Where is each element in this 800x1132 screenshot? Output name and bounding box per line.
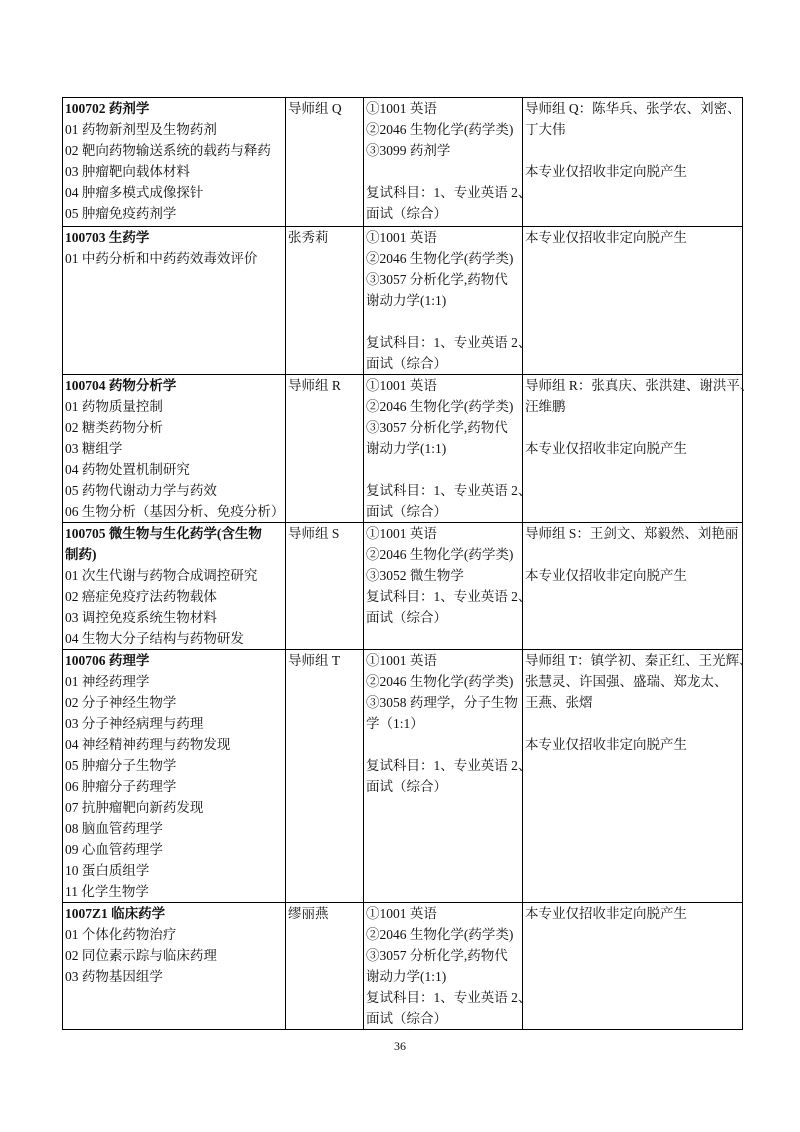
supervisor-group-members: 丁大伟 bbox=[525, 122, 566, 137]
notes-cell bbox=[523, 98, 743, 227]
research-direction: 04 神经精神药理与药物发现 bbox=[65, 737, 231, 752]
research-direction: 01 中药分析和中药药效毒效评价 bbox=[65, 251, 258, 266]
enrollment-remark: 本专业仅招收非定向脱产生 bbox=[525, 164, 687, 179]
table-row bbox=[63, 227, 743, 375]
enrollment-remark: 本专业仅招收非定向脱产生 bbox=[525, 441, 687, 456]
research-direction: 01 药物新剂型及生物药剂 bbox=[65, 122, 217, 137]
retest-subject: 面试（综合） bbox=[366, 610, 447, 625]
retest-subject: 复试科目：1、专业英语 2、 bbox=[366, 483, 532, 498]
research-direction: 01 药物质量控制 bbox=[65, 399, 163, 414]
exam-subject: ①1001 英语 bbox=[366, 378, 437, 393]
retest-subject: 复试科目：1、专业英语 2、 bbox=[366, 185, 532, 200]
retest-subject: 复试科目：1、专业英语 2、 bbox=[366, 990, 532, 1005]
program-title: 100704 药物分析学 bbox=[65, 378, 177, 393]
program-title: 100703 生药学 bbox=[65, 230, 150, 245]
exam-subject: ②2046 生物化学(药学类) bbox=[366, 674, 514, 689]
enrollment-remark: 本专业仅招收非定向脱产生 bbox=[525, 906, 687, 921]
exam-subject: ①1001 英语 bbox=[366, 101, 437, 116]
research-direction: 05 肿瘤免疫药剂学 bbox=[65, 206, 177, 221]
supervisor-group-members: 汪维鹏 bbox=[525, 399, 566, 414]
research-direction: 02 分子神经生物学 bbox=[65, 695, 177, 710]
supervisor-cell bbox=[286, 227, 364, 375]
program-title: 100706 药理学 bbox=[65, 653, 150, 668]
research-direction: 03 分子神经病理与药理 bbox=[65, 716, 204, 731]
exam-subject: ①1001 英语 bbox=[366, 653, 437, 668]
exam-subject: ③3057 分析化学,药物代 bbox=[366, 272, 508, 287]
exam-cell bbox=[364, 375, 532, 523]
exam-subject: ①1001 英语 bbox=[366, 906, 437, 921]
supervisor: 张秀莉 bbox=[288, 230, 329, 245]
research-direction: 05 药物代谢动力学与药效 bbox=[65, 483, 217, 498]
supervisor-group-members: 导师组 T：镇学初、秦正红、王光辉、 bbox=[525, 653, 753, 668]
supervisor-cell bbox=[286, 523, 364, 650]
retest-subject: 面试（综合） bbox=[366, 779, 447, 794]
program-cell bbox=[63, 523, 286, 650]
supervisor: 缪丽燕 bbox=[288, 906, 329, 921]
research-direction: 02 同位素示踪与临床药理 bbox=[65, 948, 217, 963]
supervisor: 导师组 S bbox=[288, 526, 340, 541]
supervisor-group-members: 导师组 S：王剑文、郑毅然、刘艳丽 bbox=[525, 526, 739, 541]
research-direction: 05 肿瘤分子生物学 bbox=[65, 758, 177, 773]
research-direction: 03 药物基因组学 bbox=[65, 969, 163, 984]
supervisor: 导师组 T bbox=[288, 653, 341, 668]
supervisor: 导师组 Q bbox=[288, 101, 342, 116]
supervisor: 导师组 R bbox=[288, 378, 341, 393]
exam-subject: ③3057 分析化学,药物代 bbox=[366, 420, 508, 435]
enrollment-remark: 本专业仅招收非定向脱产生 bbox=[525, 737, 687, 752]
program-cell bbox=[63, 375, 286, 523]
table-row bbox=[63, 523, 743, 650]
research-direction: 03 调控免疫系统生物材料 bbox=[65, 610, 217, 625]
research-direction: 04 肿瘤多模式成像探针 bbox=[65, 185, 204, 200]
exam-subject: 学（1:1） bbox=[366, 716, 424, 731]
research-direction: 11 化学生物学 bbox=[65, 884, 149, 899]
program-title: 100702 药剂学 bbox=[65, 101, 150, 116]
retest-subject: 复试科目：1、专业英语 2、 bbox=[366, 758, 532, 773]
exam-subject: ③3057 分析化学,药物代 bbox=[366, 948, 508, 963]
notes-cell bbox=[523, 903, 743, 1030]
exam-subject: 谢动力学(1:1) bbox=[366, 969, 447, 984]
program-title: 100705 微生物与生化药学(含生物 bbox=[65, 526, 262, 541]
notes-cell bbox=[523, 227, 743, 375]
exam-subject: ③3052 微生物学 bbox=[366, 568, 464, 583]
supervisor-cell bbox=[286, 375, 364, 523]
program-catalog-table bbox=[62, 97, 754, 1030]
supervisor-cell bbox=[286, 903, 364, 1030]
retest-subject: 面试（综合） bbox=[366, 356, 447, 371]
exam-subject: ③3099 药剂学 bbox=[366, 143, 451, 158]
enrollment-remark: 本专业仅招收非定向脱产生 bbox=[525, 568, 687, 583]
research-direction: 03 肿瘤靶向载体材料 bbox=[65, 164, 190, 179]
notes-cell bbox=[523, 375, 754, 523]
supervisor-group-members: 导师组 Q：陈华兵、张学农、刘密、 bbox=[525, 101, 741, 116]
research-direction: 10 蛋白质组学 bbox=[65, 863, 150, 878]
program-cell bbox=[63, 903, 286, 1030]
research-direction: 02 糖类药物分析 bbox=[65, 420, 163, 435]
research-direction: 04 生物大分子结构与药物研发 bbox=[65, 631, 244, 646]
research-direction: 01 个体化药物治疗 bbox=[65, 927, 177, 942]
exam-cell bbox=[364, 523, 532, 650]
supervisor-group-members: 张慧灵、许国强、盛瑞、郑龙太、 bbox=[525, 674, 728, 689]
research-direction: 06 生物分析（基因分析、免疫分析） bbox=[65, 504, 285, 519]
research-direction: 02 靶向药物输送系统的载药与释药 bbox=[65, 143, 271, 158]
exam-cell bbox=[364, 98, 532, 227]
supervisor-group-members: 导师组 R：张真庆、张洪建、谢洪平、 bbox=[525, 378, 754, 393]
table-row bbox=[63, 98, 743, 227]
research-direction: 04 药物处置机制研究 bbox=[65, 462, 190, 477]
supervisor-cell bbox=[286, 98, 364, 227]
exam-subject: ②2046 生物化学(药学类) bbox=[366, 399, 514, 414]
exam-subject: ②2046 生物化学(药学类) bbox=[366, 927, 514, 942]
exam-subject: ②2046 生物化学(药学类) bbox=[366, 547, 514, 562]
program-cell bbox=[63, 650, 286, 903]
retest-subject: 面试（综合） bbox=[366, 206, 447, 221]
exam-subject: ②2046 生物化学(药学类) bbox=[366, 251, 514, 266]
supervisor-group-members: 王燕、张熠 bbox=[525, 695, 593, 710]
page-number: 36 bbox=[394, 1039, 406, 1053]
research-direction: 06 肿瘤分子药理学 bbox=[65, 779, 177, 794]
exam-cell bbox=[364, 903, 532, 1030]
exam-cell bbox=[364, 650, 532, 903]
research-direction: 01 次生代谢与药物合成调控研究 bbox=[65, 568, 258, 583]
program-title: 制药) bbox=[65, 547, 97, 562]
retest-subject: 面试（综合） bbox=[366, 504, 447, 519]
exam-subject: 谢动力学(1:1) bbox=[366, 293, 447, 308]
research-direction: 07 抗肿瘤靶向新药发现 bbox=[65, 800, 204, 815]
retest-subject: 复试科目：1、专业英语 2、 bbox=[366, 589, 532, 604]
table-row bbox=[63, 375, 743, 523]
exam-subject: ①1001 英语 bbox=[366, 230, 437, 245]
research-direction: 02 癌症免疫疗法药物载体 bbox=[65, 589, 217, 604]
table-row bbox=[63, 903, 743, 1030]
enrollment-remark: 本专业仅招收非定向脱产生 bbox=[525, 230, 687, 245]
research-direction: 01 神经药理学 bbox=[65, 674, 150, 689]
exam-subject: 谢动力学(1:1) bbox=[366, 441, 447, 456]
table-row bbox=[63, 650, 743, 903]
program-title: 1007Z1 临床药学 bbox=[65, 906, 166, 921]
exam-cell bbox=[364, 227, 532, 375]
notes-cell bbox=[523, 523, 743, 650]
retest-subject: 面试（综合） bbox=[366, 1011, 447, 1026]
research-direction: 09 心血管药理学 bbox=[65, 842, 163, 857]
notes-cell bbox=[523, 650, 753, 903]
retest-subject: 复试科目：1、专业英语 2、 bbox=[366, 335, 532, 350]
supervisor-cell bbox=[286, 650, 364, 903]
exam-subject: ③3058 药理学，分子生物 bbox=[366, 695, 518, 710]
program-cell bbox=[63, 227, 286, 375]
research-direction: 08 脑血管药理学 bbox=[65, 821, 163, 836]
exam-subject: ②2046 生物化学(药学类) bbox=[366, 122, 514, 137]
program-cell bbox=[63, 98, 286, 227]
research-direction: 03 糖组学 bbox=[65, 441, 123, 456]
exam-subject: ①1001 英语 bbox=[366, 526, 437, 541]
